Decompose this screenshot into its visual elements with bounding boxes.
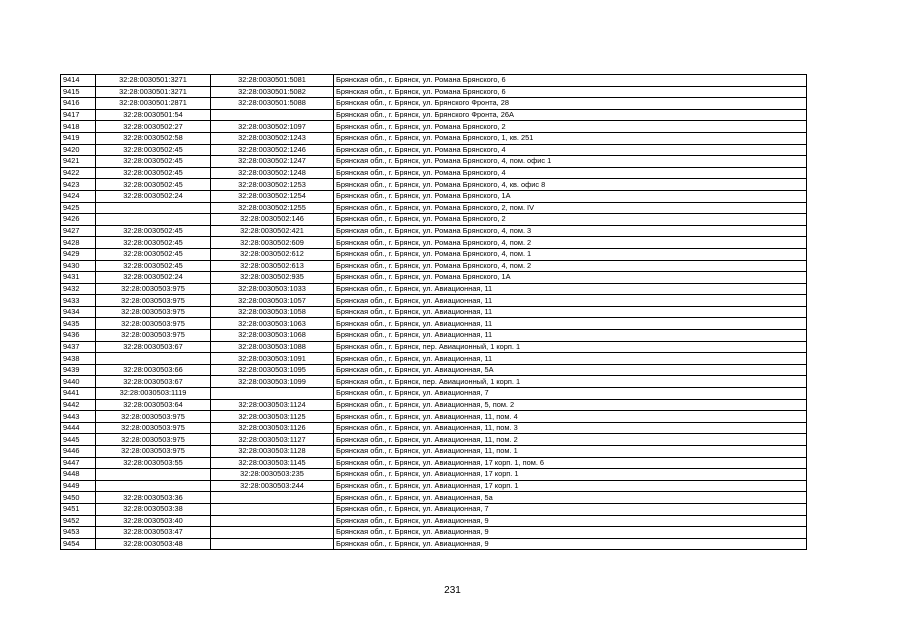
row-number-cell: 9433 [61,295,96,307]
land-cadastral-number-cell: 32:28:0030503:64 [96,399,211,411]
building-cadastral-number-cell [211,388,334,400]
table-row [61,109,807,121]
land-cadastral-number-cell: 32:28:0030503:48 [96,538,211,550]
row-number-cell: 9416 [61,98,96,110]
building-cadastral-number-cell: 32:28:0030503:1099 [211,376,334,388]
table-row [61,422,807,434]
building-cadastral-number-cell: 32:28:0030503:1058 [211,306,334,318]
table-row [61,527,807,539]
row-number-cell: 9430 [61,260,96,272]
row-number-cell: 9435 [61,318,96,330]
table-row [61,353,807,365]
address-cell: Брянская обл., г. Брянск, ул. Романа Брянского, 1, кв. 251 [334,132,807,144]
row-number-cell: 9417 [61,109,96,121]
land-cadastral-number-cell: 32:28:0030502:45 [96,248,211,260]
address-cell: Брянская обл., г. Брянск, ул. Авиационная, 7 [334,503,807,515]
table-row [61,515,807,527]
address-cell: Брянская обл., г. Брянск, ул. Романа Брянского, 2 [334,214,807,226]
building-cadastral-number-cell: 32:28:0030502:1097 [211,121,334,133]
building-cadastral-number-cell: 32:28:0030502:1254 [211,190,334,202]
land-cadastral-number-cell: 32:28:0030501:54 [96,109,211,121]
building-cadastral-number-cell: 32:28:0030503:244 [211,480,334,492]
building-cadastral-number-cell: 32:28:0030502:1247 [211,156,334,168]
land-cadastral-number-cell: 32:28:0030502:45 [96,179,211,191]
address-cell: Брянская обл., г. Брянск, ул. Авиационная, 17 корп. 1, пом. 6 [334,457,807,469]
land-cadastral-number-cell: 32:28:0030503:975 [96,283,211,295]
table-row [61,306,807,318]
building-cadastral-number-cell: 32:28:0030503:1033 [211,283,334,295]
row-number-cell: 9441 [61,388,96,400]
building-cadastral-number-cell [211,527,334,539]
building-cadastral-number-cell: 32:28:0030503:1063 [211,318,334,330]
land-cadastral-number-cell: 32:28:0030502:45 [96,237,211,249]
land-cadastral-number-cell: 32:28:0030502:27 [96,121,211,133]
row-number-cell: 9423 [61,179,96,191]
row-number-cell: 9439 [61,364,96,376]
table-row [61,492,807,504]
address-cell: Брянская обл., г. Брянск, ул. Авиационная, 11, пом. 4 [334,411,807,423]
building-cadastral-number-cell [211,503,334,515]
land-cadastral-number-cell [96,214,211,226]
table-row [61,480,807,492]
table-row [61,446,807,458]
row-number-cell: 9428 [61,237,96,249]
land-cadastral-number-cell: 32:28:0030503:975 [96,422,211,434]
land-cadastral-number-cell: 32:28:0030503:55 [96,457,211,469]
row-number-cell: 9431 [61,272,96,284]
land-cadastral-number-cell [96,202,211,214]
table-row [61,132,807,144]
property-table-body [61,75,807,550]
table-row [61,248,807,260]
table-row [61,341,807,353]
land-cadastral-number-cell: 32:28:0030503:67 [96,341,211,353]
table-row [61,538,807,550]
land-cadastral-number-cell: 32:28:0030502:45 [96,156,211,168]
building-cadastral-number-cell: 32:28:0030502:612 [211,248,334,260]
row-number-cell: 9448 [61,469,96,481]
building-cadastral-number-cell: 32:28:0030501:5081 [211,75,334,87]
address-cell: Брянская обл., г. Брянск, ул. Романа Брянского, 1А [334,272,807,284]
building-cadastral-number-cell: 32:28:0030502:1243 [211,132,334,144]
address-cell: Брянская обл., г. Брянск, ул. Романа Брянского, 6 [334,75,807,87]
land-cadastral-number-cell: 32:28:0030501:3271 [96,75,211,87]
building-cadastral-number-cell: 32:28:0030503:1124 [211,399,334,411]
table-row [61,272,807,284]
building-cadastral-number-cell: 32:28:0030503:1126 [211,422,334,434]
address-cell: Брянская обл., г. Брянск, ул. Авиационная, 17 корп. 1 [334,480,807,492]
table-row [61,364,807,376]
address-cell: Брянская обл., г. Брянск, ул. Романа Брянского, 4, пом. 1 [334,248,807,260]
table-row [61,225,807,237]
building-cadastral-number-cell: 32:28:0030502:1246 [211,144,334,156]
building-cadastral-number-cell: 32:28:0030502:421 [211,225,334,237]
row-number-cell: 9415 [61,86,96,98]
address-cell: Брянская обл., г. Брянск, ул. Брянского Фронта, 28 [334,98,807,110]
row-number-cell: 9424 [61,190,96,202]
land-cadastral-number-cell: 32:28:0030503:1119 [96,388,211,400]
table-row [61,283,807,295]
land-cadastral-number-cell: 32:28:0030503:975 [96,411,211,423]
table-row [61,121,807,133]
address-cell: Брянская обл., г. Брянск, ул. Романа Брянского, 4, пом. 2 [334,237,807,249]
table-row [61,144,807,156]
address-cell: Брянская обл., г. Брянск, ул. Авиационная, 5, пом. 2 [334,399,807,411]
address-cell: Брянская обл., г. Брянск, ул. Авиационная, 11, пом. 2 [334,434,807,446]
building-cadastral-number-cell: 32:28:0030502:146 [211,214,334,226]
table-row [61,260,807,272]
table-row [61,98,807,110]
address-cell: Брянская обл., г. Брянск, ул. Авиационная, 11 [334,318,807,330]
table-row [61,434,807,446]
table-row [61,399,807,411]
table-row [61,503,807,515]
row-number-cell: 9443 [61,411,96,423]
table-row [61,75,807,87]
address-cell: Брянская обл., г. Брянск, ул. Романа Брянского, 4, пом. 3 [334,225,807,237]
row-number-cell: 9453 [61,527,96,539]
land-cadastral-number-cell: 32:28:0030502:24 [96,272,211,284]
land-cadastral-number-cell: 32:28:0030503:66 [96,364,211,376]
address-cell: Брянская обл., г. Брянск, ул. Романа Брянского, 4 [334,167,807,179]
land-cadastral-number-cell: 32:28:0030503:38 [96,503,211,515]
land-cadastral-number-cell: 32:28:0030502:45 [96,167,211,179]
address-cell: Брянская обл., г. Брянск, ул. Романа Брянского, 1А [334,190,807,202]
row-number-cell: 9444 [61,422,96,434]
row-number-cell: 9447 [61,457,96,469]
building-cadastral-number-cell: 32:28:0030503:1125 [211,411,334,423]
address-cell: Брянская обл., г. Брянск, ул. Брянского Фронта, 26А [334,109,807,121]
address-cell: Брянская обл., г. Брянск, ул. Авиационная, 5А [334,364,807,376]
table-row [61,156,807,168]
table-row [61,214,807,226]
land-cadastral-number-cell: 32:28:0030502:24 [96,190,211,202]
building-cadastral-number-cell: 32:28:0030503:1127 [211,434,334,446]
building-cadastral-number-cell: 32:28:0030502:609 [211,237,334,249]
land-cadastral-number-cell: 32:28:0030501:3271 [96,86,211,98]
land-cadastral-number-cell: 32:28:0030503:975 [96,434,211,446]
property-table [60,74,807,550]
address-cell: Брянская обл., г. Брянск, ул. Романа Брянского, 4, кв. офис 8 [334,179,807,191]
address-cell: Брянская обл., г. Брянск, ул. Авиационная, 9 [334,538,807,550]
address-cell: Брянская обл., г. Брянск, ул. Авиационная, 7 [334,388,807,400]
address-cell: Брянская обл., г. Брянск, ул. Авиационная, 11 [334,306,807,318]
address-cell: Брянская обл., г. Брянск, ул. Авиационная, 11 [334,353,807,365]
building-cadastral-number-cell [211,515,334,527]
address-cell: Брянская обл., г. Брянск, ул. Авиационная, 11 [334,283,807,295]
row-number-cell: 9421 [61,156,96,168]
row-number-cell: 9452 [61,515,96,527]
address-cell: Брянская обл., г. Брянск, ул. Авиационная, 5а [334,492,807,504]
land-cadastral-number-cell [96,353,211,365]
row-number-cell: 9436 [61,330,96,342]
land-cadastral-number-cell: 32:28:0030502:45 [96,260,211,272]
table-row [61,190,807,202]
building-cadastral-number-cell: 32:28:0030502:1248 [211,167,334,179]
table-row [61,469,807,481]
table-row [61,318,807,330]
building-cadastral-number-cell [211,492,334,504]
row-number-cell: 9420 [61,144,96,156]
building-cadastral-number-cell: 32:28:0030503:1095 [211,364,334,376]
page-number: 231 [444,585,461,596]
building-cadastral-number-cell: 32:28:0030503:1068 [211,330,334,342]
building-cadastral-number-cell: 32:28:0030503:1091 [211,353,334,365]
address-cell: Брянская обл., г. Брянск, ул. Романа Брянского, 4, пом. 2 [334,260,807,272]
building-cadastral-number-cell: 32:28:0030502:1255 [211,202,334,214]
building-cadastral-number-cell: 32:28:0030502:1253 [211,179,334,191]
table-row [61,237,807,249]
address-cell: Брянская обл., г. Брянск, ул. Авиационная, 11 [334,330,807,342]
row-number-cell: 9427 [61,225,96,237]
row-number-cell: 9414 [61,75,96,87]
land-cadastral-number-cell: 32:28:0030503:975 [96,446,211,458]
land-cadastral-number-cell: 32:28:0030503:975 [96,295,211,307]
row-number-cell: 9422 [61,167,96,179]
address-cell: Брянская обл., г. Брянск, ул. Романа Брянского, 2, пом. IV [334,202,807,214]
table-row [61,295,807,307]
land-cadastral-number-cell: 32:28:0030503:47 [96,527,211,539]
building-cadastral-number-cell: 32:28:0030502:935 [211,272,334,284]
address-cell: Брянская обл., г. Брянск, ул. Романа Брянского, 6 [334,86,807,98]
land-cadastral-number-cell [96,469,211,481]
address-cell: Брянская обл., г. Брянск, ул. Авиационная, 9 [334,527,807,539]
building-cadastral-number-cell: 32:28:0030503:1145 [211,457,334,469]
row-number-cell: 9419 [61,132,96,144]
address-cell: Брянская обл., г. Брянск, ул. Авиационная, 11 [334,295,807,307]
table-row [61,388,807,400]
row-number-cell: 9449 [61,480,96,492]
address-cell: Брянская обл., г. Брянск, ул. Романа Брянского, 4, пом. офис 1 [334,156,807,168]
land-cadastral-number-cell: 32:28:0030503:975 [96,306,211,318]
address-cell: Брянская обл., г. Брянск, пер. Авиационный, 1 корп. 1 [334,341,807,353]
address-cell: Брянская обл., г. Брянск, ул. Авиационная, 11, пом. 1 [334,446,807,458]
building-cadastral-number-cell: 32:28:0030502:613 [211,260,334,272]
land-cadastral-number-cell: 32:28:0030503:975 [96,318,211,330]
row-number-cell: 9442 [61,399,96,411]
land-cadastral-number-cell: 32:28:0030503:36 [96,492,211,504]
row-number-cell: 9429 [61,248,96,260]
land-cadastral-number-cell: 32:28:0030503:67 [96,376,211,388]
row-number-cell: 9451 [61,503,96,515]
row-number-cell: 9440 [61,376,96,388]
row-number-cell: 9418 [61,121,96,133]
address-cell: Брянская обл., г. Брянск, ул. Авиационная, 17 корп. 1 [334,469,807,481]
row-number-cell: 9437 [61,341,96,353]
building-cadastral-number-cell: 32:28:0030503:1088 [211,341,334,353]
building-cadastral-number-cell: 32:28:0030503:1128 [211,446,334,458]
address-cell: Брянская обл., г. Брянск, ул. Авиационная, 9 [334,515,807,527]
table-row [61,86,807,98]
table-row [61,376,807,388]
land-cadastral-number-cell [96,480,211,492]
building-cadastral-number-cell: 32:28:0030503:235 [211,469,334,481]
land-cadastral-number-cell: 32:28:0030502:45 [96,225,211,237]
land-cadastral-number-cell: 32:28:0030502:45 [96,144,211,156]
address-cell: Брянская обл., г. Брянск, ул. Авиационная, 11, пом. 3 [334,422,807,434]
address-cell: Брянская обл., г. Брянск, пер. Авиационный, 1 корп. 1 [334,376,807,388]
land-cadastral-number-cell: 32:28:0030502:58 [96,132,211,144]
row-number-cell: 9454 [61,538,96,550]
building-cadastral-number-cell [211,538,334,550]
building-cadastral-number-cell: 32:28:0030501:5082 [211,86,334,98]
row-number-cell: 9450 [61,492,96,504]
row-number-cell: 9426 [61,214,96,226]
row-number-cell: 9446 [61,446,96,458]
table-row [61,411,807,423]
row-number-cell: 9438 [61,353,96,365]
building-cadastral-number-cell [211,109,334,121]
table-row [61,330,807,342]
building-cadastral-number-cell: 32:28:0030501:5088 [211,98,334,110]
address-cell: Брянская обл., г. Брянск, ул. Романа Брянского, 2 [334,121,807,133]
row-number-cell: 9432 [61,283,96,295]
land-cadastral-number-cell: 32:28:0030503:975 [96,330,211,342]
table-row [61,202,807,214]
land-cadastral-number-cell: 32:28:0030503:40 [96,515,211,527]
row-number-cell: 9425 [61,202,96,214]
table-row [61,167,807,179]
building-cadastral-number-cell: 32:28:0030503:1057 [211,295,334,307]
row-number-cell: 9445 [61,434,96,446]
row-number-cell: 9434 [61,306,96,318]
address-cell: Брянская обл., г. Брянск, ул. Романа Брянского, 4 [334,144,807,156]
table-row [61,179,807,191]
land-cadastral-number-cell: 32:28:0030501:2871 [96,98,211,110]
table-row [61,457,807,469]
